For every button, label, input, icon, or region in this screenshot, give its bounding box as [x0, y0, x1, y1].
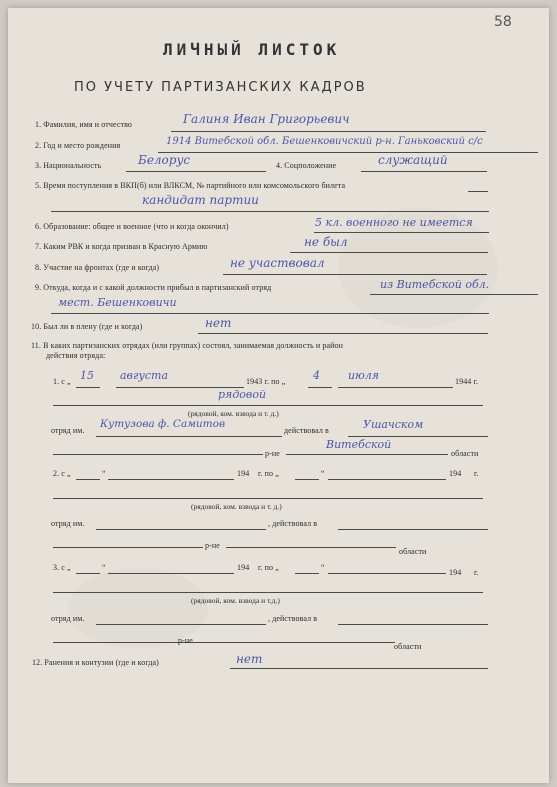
field-4-line — [361, 171, 487, 172]
entry-3-line — [108, 573, 234, 574]
entry-2-line — [76, 479, 100, 480]
field-12-line — [230, 668, 488, 669]
entry-3-g: г. — [474, 568, 479, 577]
field-12-value: нет — [236, 652, 263, 666]
entry-3-otryad-label: отряд им. — [51, 614, 85, 623]
entry-2-line — [53, 498, 483, 499]
entry-3-position-caption: (рядовой, ком. взвода и т.д.) — [191, 596, 280, 605]
field-9-value-a: из Витебской обл. — [380, 278, 490, 291]
field-1-line — [171, 131, 486, 132]
entry-2-to-year: 194 — [449, 469, 462, 478]
entry-2-line — [338, 529, 488, 530]
entry-1-to-year: 1944 г. — [455, 377, 479, 386]
field-10-value: нет — [205, 316, 232, 330]
entry-1-from-month: августа — [120, 369, 169, 382]
field-8-line — [223, 274, 487, 275]
entry-1-acted: Ушачском — [363, 418, 424, 431]
field-4-label: 4. Соцположение — [276, 161, 337, 170]
entry-1-acted-label: действовал в — [284, 426, 329, 435]
entry-1-oblast-label: области — [451, 449, 479, 458]
entry-1-line — [53, 454, 263, 455]
entry-1-line — [286, 454, 448, 455]
page-title: ЛИЧНЫЙ ЛИСТОК — [163, 40, 341, 59]
field-2-line — [158, 152, 538, 153]
entry-3-line — [328, 573, 446, 574]
field-7-label: 7. Каким РВК и когда призван в Красную Армию — [35, 242, 208, 251]
entry-3-from-prefix: 3. с „ — [53, 563, 71, 572]
field-6-value: 5 кл. военного не имеется — [315, 216, 473, 229]
entry-1-otryad-label: отряд им. — [51, 426, 85, 435]
entry-2-position-caption: (рядовой, ком. взвода и т. д.) — [191, 502, 282, 511]
field-10-label: 10. Был ли в плену (где и когда) — [31, 322, 143, 331]
entry-3-line — [76, 573, 100, 574]
entry-1-line — [53, 405, 483, 406]
sheet-number: 58 — [494, 14, 512, 30]
field-9-line-a — [370, 294, 538, 295]
field-3-value: Белорус — [138, 153, 191, 167]
field-5-line-b — [51, 211, 489, 212]
entry-1-line — [338, 387, 453, 388]
entry-1-otryad: Кутузова ф. Самитов — [100, 418, 226, 430]
field-12-label: 12. Ранения и контузии (где и когда) — [32, 658, 159, 667]
entry-2-from-prefix: 2. с „ — [53, 469, 71, 478]
entry-1-from-day: 15 — [80, 369, 94, 382]
entry-2-oblast-label: области — [399, 547, 427, 556]
entry-1-to-day: 4 — [313, 369, 320, 382]
field-6-label: 6. Образование: общее и военное (что и когда окончил) — [35, 222, 229, 231]
field-6-line — [314, 232, 489, 233]
entry-3-from-year: 194 — [237, 563, 250, 572]
entry-3-to-year: 194 — [449, 568, 462, 577]
field-2-value: 1914 Витебской обл. Бешенковичский р-н. Ганьковский с/с — [166, 136, 483, 147]
entry-3-oblast-label: области — [394, 642, 422, 651]
entry-1-from-year: 1943 г. по „ — [246, 377, 286, 386]
entry-2-line — [226, 547, 396, 548]
entry-2-line — [96, 529, 266, 530]
entry-3-line — [96, 624, 266, 625]
entry-1-position: рядовой — [218, 388, 267, 401]
entry-2-po: г. по „ — [258, 469, 279, 478]
entry-2-g: г. — [474, 469, 479, 478]
field-7-line — [290, 252, 488, 253]
entry-1-from-prefix: 1. с „ — [53, 377, 71, 386]
field-3-label: 3. Национальность — [35, 161, 102, 170]
field-11-label: 11. В каких партизанских отрядах (или группах) состоял, занимаемая должность и район — [31, 341, 343, 350]
entry-2-from-year: 194 — [237, 469, 250, 478]
entry-1-rne-label: р-не — [265, 449, 280, 458]
entry-1-line — [348, 436, 488, 437]
field-4-value: служащий — [378, 153, 448, 167]
document-page — [8, 8, 549, 783]
entry-1-position-caption: (рядовой, ком. взвода и т. д.) — [188, 409, 279, 418]
field-5-line-a — [468, 191, 488, 192]
entry-2-line — [108, 479, 234, 480]
entry-3-quote-2: “ — [321, 563, 325, 572]
entry-2-line — [328, 479, 446, 480]
field-5-value: кандидат партии — [142, 193, 259, 207]
entry-2-acted-label: , действовал в — [268, 519, 318, 528]
field-11-label-cont: действия отряда: — [46, 351, 106, 360]
field-5-label: 5. Время поступления в ВКП(б) или ВЛКСМ, № партийного или комсомольского билета — [35, 181, 346, 190]
field-2-label: 2. Год и место рождения — [35, 141, 121, 150]
entry-1-line — [96, 436, 282, 437]
entry-3-acted-label: , действовал в — [268, 614, 318, 623]
field-8-value: не участвовал — [230, 256, 325, 270]
field-10-line — [198, 333, 488, 334]
entry-1-to-month: июля — [348, 369, 380, 382]
entry-2-otryad-label: отряд им. — [51, 519, 85, 528]
entry-3-line — [295, 573, 319, 574]
entry-3-line — [53, 592, 483, 593]
entry-3-line — [200, 642, 395, 643]
field-9-value-b: мест. Бешенковичи — [58, 296, 177, 309]
entry-2-rne-label: р-не — [205, 541, 220, 550]
entry-1-line — [308, 387, 332, 388]
field-1-value: Галиня Иван Григорьевич — [183, 112, 350, 126]
field-9-label: 9. Откуда, когда и с какой должности прибыл в партизанский отряд — [35, 283, 272, 292]
field-9-line-b — [51, 313, 489, 314]
page-subtitle: ПО УЧЕТУ ПАРТИЗАНСКИХ КАДРОВ — [74, 80, 367, 95]
entry-2-line — [53, 547, 203, 548]
entry-1-line — [76, 387, 100, 388]
entry-2-line — [295, 479, 319, 480]
entry-1-region: Витебской — [326, 438, 392, 451]
field-3-line — [126, 171, 266, 172]
field-8-label: 8. Участие на фронтах (где и когда) — [35, 263, 160, 272]
entry-3-rne-label: р-не — [178, 636, 193, 645]
entry-3-po: г. по „ — [258, 563, 279, 572]
field-1-label: 1. Фамилия, имя и отчество — [35, 120, 133, 129]
entry-3-quote: “ — [102, 563, 106, 572]
field-7-value: не был — [304, 235, 348, 249]
entry-2-quote: “ — [102, 469, 106, 478]
entry-2-quote-2: “ — [321, 469, 325, 478]
entry-3-line — [338, 624, 488, 625]
